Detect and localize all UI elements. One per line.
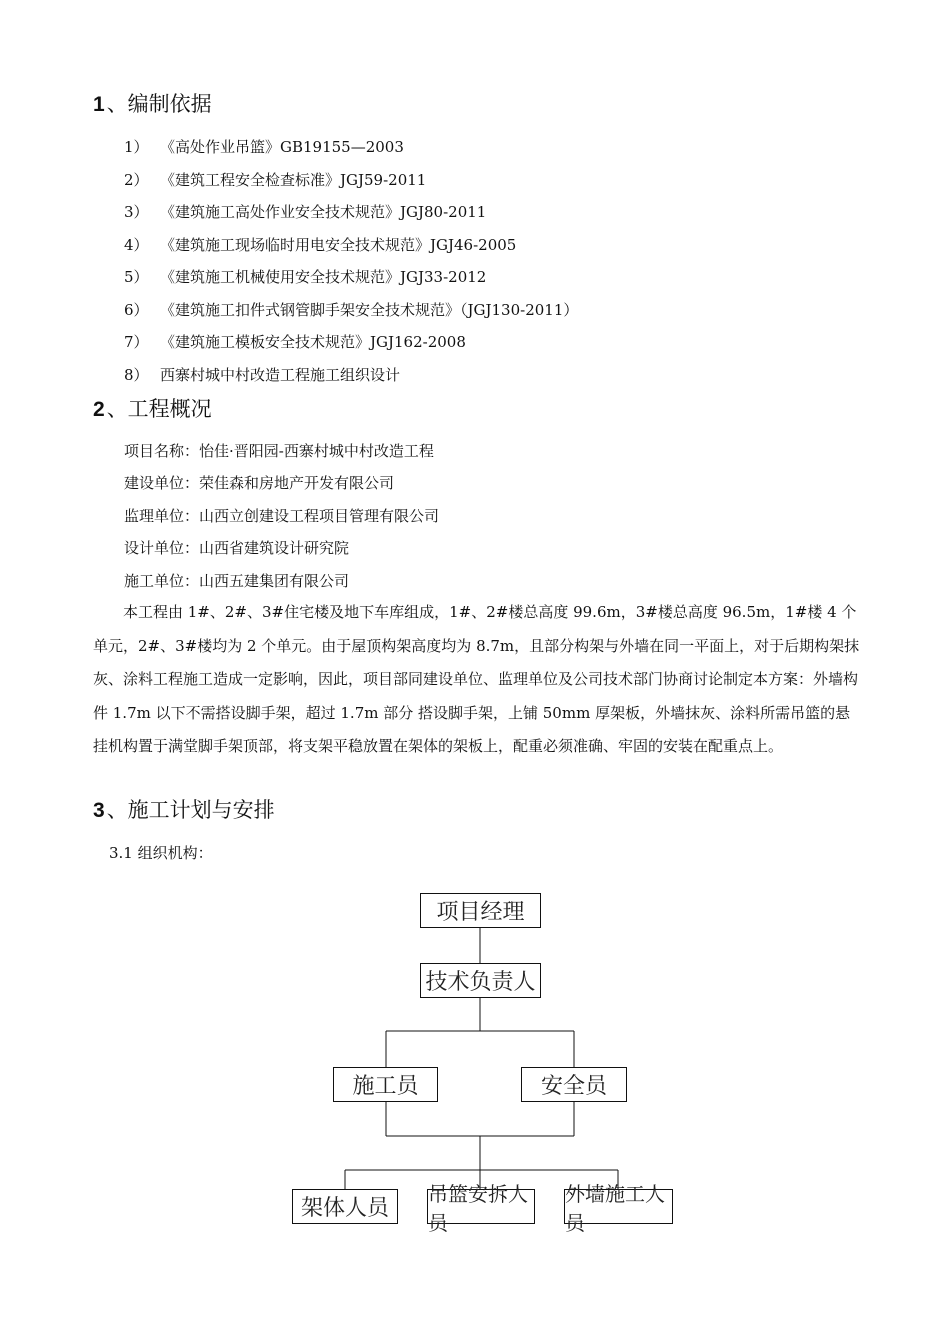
org-label-builder: 施工员 xyxy=(352,1074,419,1099)
client-unit: 建设单位：荣佳森和房地产开发有限公司 xyxy=(124,474,395,492)
section-1-title: 、编制依据 xyxy=(106,92,212,116)
org-box-tech-lead xyxy=(420,963,541,998)
reference-text: 西寨村城中村改造工程施工组织设计 xyxy=(160,366,401,384)
org-label-safety: 安全员 xyxy=(540,1074,607,1099)
reference-text: 《建筑施工机械使用安全技术规范》JGJ33-2012 xyxy=(160,268,487,286)
org-label-manager: 项目经理 xyxy=(436,900,525,925)
reference-number: 2） xyxy=(124,171,149,189)
overview-paragraph-text: 本工程由 1#、2#、3#住宅楼及地下车库组成，1#、2#楼总高度 99.6m，3#楼总高度 96.5m，1#楼 4 个单元，2#、3#楼均为 2 个单元。由于屋顶构架高度均为 8.7m，且部分构架与外墙在同一平面上，对于后期构架抹灰、涂料工程施工造成一定影响，因此，项目部同建设单位、监理单位及公司技术部门协商讨论制定本方案：外墙构件 1.7m 以下不需搭设脚手架，超过 1.7m 部分 搭设脚手架，上铺 50mm 厚架板，外墙抹灰、涂料所需吊篮的悬挂机构置于满堂脚手架顶部，将支架平稳放置在架体的架板上，配重必须准确、牢固的安装在配重点上。 xyxy=(93,603,860,755)
reference-text: 《建筑施工现场临时用电安全技术规范》JGJ46-2005 xyxy=(160,236,517,254)
design-unit: 设计单位：山西省建筑设计研究院 xyxy=(124,539,350,557)
reference-number: 1） xyxy=(124,138,149,156)
reference-number: 7） xyxy=(124,333,149,351)
section-1-number: 1 xyxy=(93,93,105,116)
org-label-frame-staff: 架体人员 xyxy=(300,1196,389,1221)
org-label-wall-staff: 外墙施工人员 xyxy=(565,1181,665,1235)
org-box-safety xyxy=(521,1067,627,1102)
org-box-frame-staff xyxy=(292,1189,398,1224)
project-name: 项目名称：怡佳·晋阳园-西寨村城中村改造工程 xyxy=(124,442,434,460)
reference-number: 8） xyxy=(124,366,149,384)
construction-unit: 施工单位：山西五建集团有限公司 xyxy=(124,572,350,590)
reference-number: 6） xyxy=(124,301,149,319)
section-2-title: 、工程概况 xyxy=(106,397,212,421)
reference-text: 《建筑施工模板安全技术规范》JGJ162-2008 xyxy=(160,333,466,351)
org-box-manager xyxy=(420,893,541,928)
org-label-tech-lead: 技术负责人 xyxy=(425,970,536,995)
org-box-wall-staff xyxy=(564,1181,673,1235)
org-label-basket-staff: 吊篮安拆人员 xyxy=(428,1181,528,1235)
org-box-builder xyxy=(333,1067,438,1102)
reference-text: 《高处作业吊篮》GB19155—2003 xyxy=(160,138,404,156)
section-3-number: 3 xyxy=(93,799,105,822)
reference-number: 3） xyxy=(124,203,149,221)
reference-text: 《建筑施工高处作业安全技术规范》JGJ80-2011 xyxy=(160,203,487,221)
reference-text: 《建筑工程安全检查标准》JGJ59-2011 xyxy=(160,171,427,189)
org-box-basket-staff xyxy=(427,1181,535,1235)
reference-text: 《建筑施工扣件式钢管脚手架安全技术规范》（JGJ130-2011） xyxy=(160,301,579,319)
reference-number: 5） xyxy=(124,268,149,286)
reference-number: 4） xyxy=(124,236,149,254)
supervisor-unit: 监理单位：山西立创建设工程项目管理有限公司 xyxy=(124,507,440,525)
org-subtitle: 3.1 组织机构： xyxy=(109,844,213,862)
section-3-title: 、施工计划与安排 xyxy=(106,798,275,822)
section-2-number: 2 xyxy=(93,398,105,421)
